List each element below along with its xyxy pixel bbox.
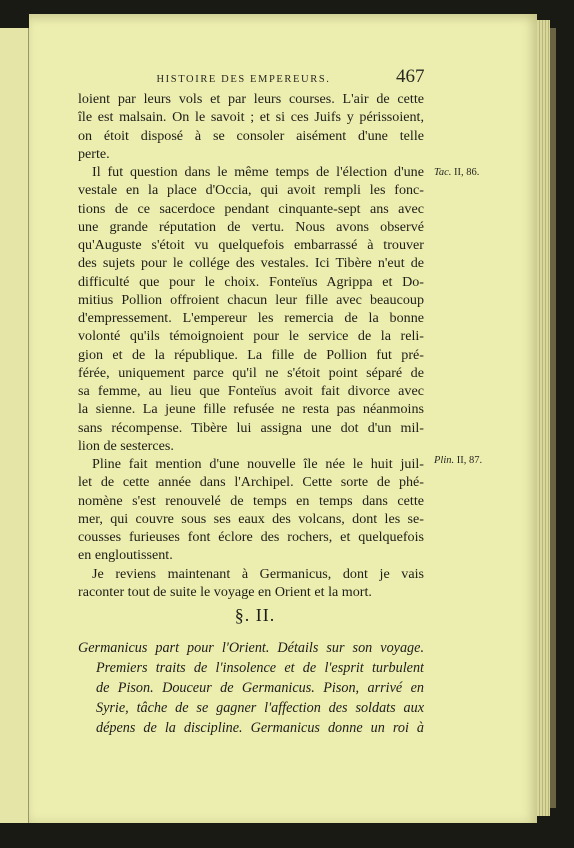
text-line: loient par leurs vols et par leurs courses. L'air de cette bbox=[78, 91, 424, 107]
marginal-note-pliny bbox=[434, 455, 482, 466]
text-line: férée, uniquement parce qu'il ne s'étoit point séparé de bbox=[78, 364, 424, 381]
text-line: cousses furieuses font éclore des rochers, et quelquefois bbox=[78, 529, 424, 545]
summary-line: dépens de la discipline. Germanicus donne un roi à bbox=[96, 720, 424, 736]
marginal-source: Plin. bbox=[434, 455, 455, 466]
summary-line: Premiers traits de l'insolence et de l'esprit turbulent bbox=[96, 660, 424, 676]
text-line: difficulté que pour le choix. Fonteïus Agrippa et Do- bbox=[78, 273, 424, 290]
text-line: gion et de la république. La fille de Pollion fut pré- bbox=[78, 346, 424, 363]
text-line: mer, qui couvre sous ses eaux des volcans, dont les se- bbox=[78, 510, 424, 527]
body-text bbox=[78, 90, 424, 601]
text-line: on étoit disposé à se consoler aisément d'une telle bbox=[78, 127, 424, 144]
marginal-note-tacitus bbox=[434, 167, 479, 178]
summary-line: de Pison. Douceur de Germanicus. Pison, arrivé en bbox=[96, 680, 424, 696]
text-line: volonté qu'ils témoignoient pour le service de la reli- bbox=[78, 328, 424, 345]
summary-line: Syrie, tâche de se gagner l'affection des soldats aux bbox=[96, 700, 424, 716]
section-summary bbox=[78, 638, 424, 738]
text-line: let de cette année dans l'Archipel. Cette sorte de phé- bbox=[78, 474, 424, 491]
text-line: perte. bbox=[78, 145, 110, 162]
text-line: Pline fait mention d'une nouvelle île née le huit juil- bbox=[92, 456, 424, 472]
book-cover-edge bbox=[550, 28, 556, 808]
running-title: HISTOIRE DES EMPEREURS. bbox=[156, 74, 331, 85]
text-line: en engloutissent. bbox=[78, 547, 173, 564]
marginal-source: Tac. bbox=[434, 167, 452, 178]
text-line: raconter tout de suite le voyage en Orient et la mort. bbox=[78, 583, 372, 600]
text-line: des sujets pour le collége des vestales. Ici Tibère n'eut de bbox=[78, 255, 424, 272]
marginal-ref: II, 87. bbox=[456, 455, 483, 466]
text-line: mitius Pollion offroient chacun leur fille avec beaucoup bbox=[78, 291, 424, 308]
page-block-edges bbox=[537, 20, 550, 816]
text-line: qu'Auguste s'étoit vu quelquefois embarrassé à trouver bbox=[78, 237, 424, 253]
page-number: 467 bbox=[396, 66, 425, 87]
summary-line: Germanicus part pour l'Orient. Détails sur son voyage. bbox=[78, 640, 424, 656]
text-line: lion de sesterces. bbox=[78, 437, 174, 454]
text-line: nomène s'est renouvelé de temps en temps dans cette bbox=[78, 492, 424, 509]
text-line: île est malsain. On le savoit ; et si ces Juifs y périssoient, bbox=[78, 109, 424, 126]
text-line: Je reviens maintenant à Germanicus, dont je vais bbox=[92, 565, 424, 582]
facing-page-edge bbox=[0, 28, 29, 823]
text-line: sa femme, au lieu que Fonteïus avoit fait divorce avec bbox=[78, 383, 424, 399]
text-line: vestale en la place d'Occia, qui avoit rempli les fonc- bbox=[78, 182, 424, 199]
text-line: Il fut question dans le même temps de l'élection d'une bbox=[92, 164, 424, 180]
text-line: tions de ce sacerdoce pendant cinquante-sept ans avec bbox=[78, 200, 424, 217]
text-line: sans récompense. Tibère lui assigna une dot d'un mil- bbox=[78, 419, 424, 436]
section-heading: §. II. bbox=[234, 605, 276, 625]
marginal-ref: II, 86. bbox=[454, 167, 480, 178]
text-line: d'empressement. L'empereur les remercia de la bonne bbox=[78, 310, 424, 326]
text-line: une grande réputation de vertu. Nous avons observé bbox=[78, 218, 424, 235]
text-line: la sienne. La jeune fille refusée ne resta pas néanmoins bbox=[78, 401, 424, 418]
